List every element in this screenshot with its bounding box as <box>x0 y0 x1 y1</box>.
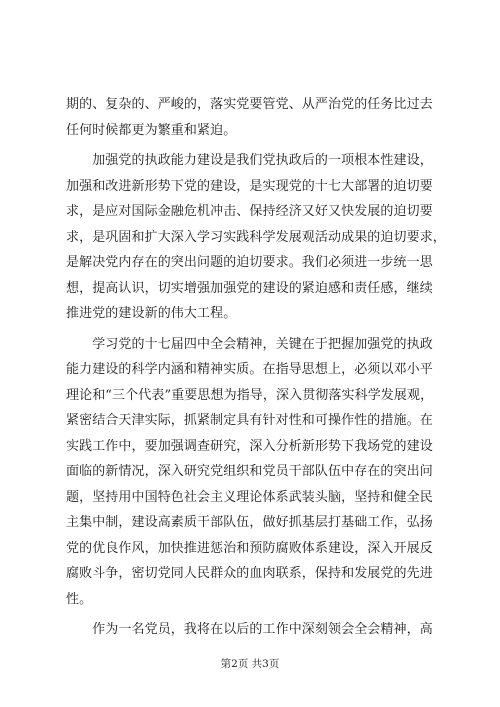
text-line: 主集中制，建设高素质干部队伍，做好抓基层打基础工作，弘扬 <box>66 515 433 530</box>
text-line: 紧密结合天津实际，抓紧制定具有针对性和可操作性的措施。在 <box>66 413 433 428</box>
text-line: 面临的新情况，深入研究党组织和党员干部队伍中存在的突出问 <box>66 464 433 479</box>
paragraph <box>66 332 454 613</box>
paragraph <box>66 148 454 327</box>
text-line: 性。 <box>66 591 93 607</box>
text-line: 腐败斗争，密切党同人民群众的血肉联系，保持和发展党的先进 <box>66 566 433 581</box>
text-line: 求，是巩固和扩大深入学习实践科学发展观活动成果的迫切要求， <box>66 229 446 245</box>
text-line: 能力建设的科学内涵和精神实质。在指导思想上，必须以邓小平 <box>66 362 433 377</box>
text-line: 任何时候都更为繁重和紧迫。 <box>66 122 237 138</box>
paragraph <box>66 617 454 643</box>
text-line: 理论和“三个代表”重要思想为指导，深入贯彻落实科学发展观， <box>66 387 434 403</box>
document-body <box>66 92 454 648</box>
text-line: 题，坚持用中国特色社会主义理论体系武装头脑，坚持和健全民 <box>66 489 433 505</box>
text-line: 加强和改进新形势下党的建设，是实现党的十七大部署的迫切要 <box>66 178 433 194</box>
text-line: 学习党的十七届四中全会精神，关键在于把握加强党的执政 <box>66 336 433 352</box>
text-line: 实践工作中，要加强调查研究，深入分析新形势下我场党的建设 <box>66 438 433 454</box>
page-footer: 第2页 共3页 <box>220 658 280 670</box>
text-line: 推进党的建设新的伟大工程。 <box>66 306 237 321</box>
text-line: 想，提高认识，切实增强加强党的建设的紧迫感和责任感，继续 <box>66 280 433 296</box>
text-line: 是解决党内存在的突出问题的迫切要求。我们必须进一步统一思 <box>66 255 433 270</box>
text-line: 求，是应对国际金融危机冲击、保持经济又好又快发展的迫切要 <box>66 204 433 219</box>
text-line: 党的优良作风，加快推进惩治和预防腐败体系建设，深入开展反 <box>66 540 433 556</box>
text-line: 作为一名党员，我将在以后的工作中深刻领会全会精神，高 <box>66 622 433 637</box>
text-line: 期的、复杂的、严峻的，落实党要管党、从严治党的任务比过去 <box>66 97 433 112</box>
paragraph <box>66 92 454 143</box>
text-line: 加强党的执政能力建设是我们党执政后的一项根本性建设， <box>66 153 433 168</box>
